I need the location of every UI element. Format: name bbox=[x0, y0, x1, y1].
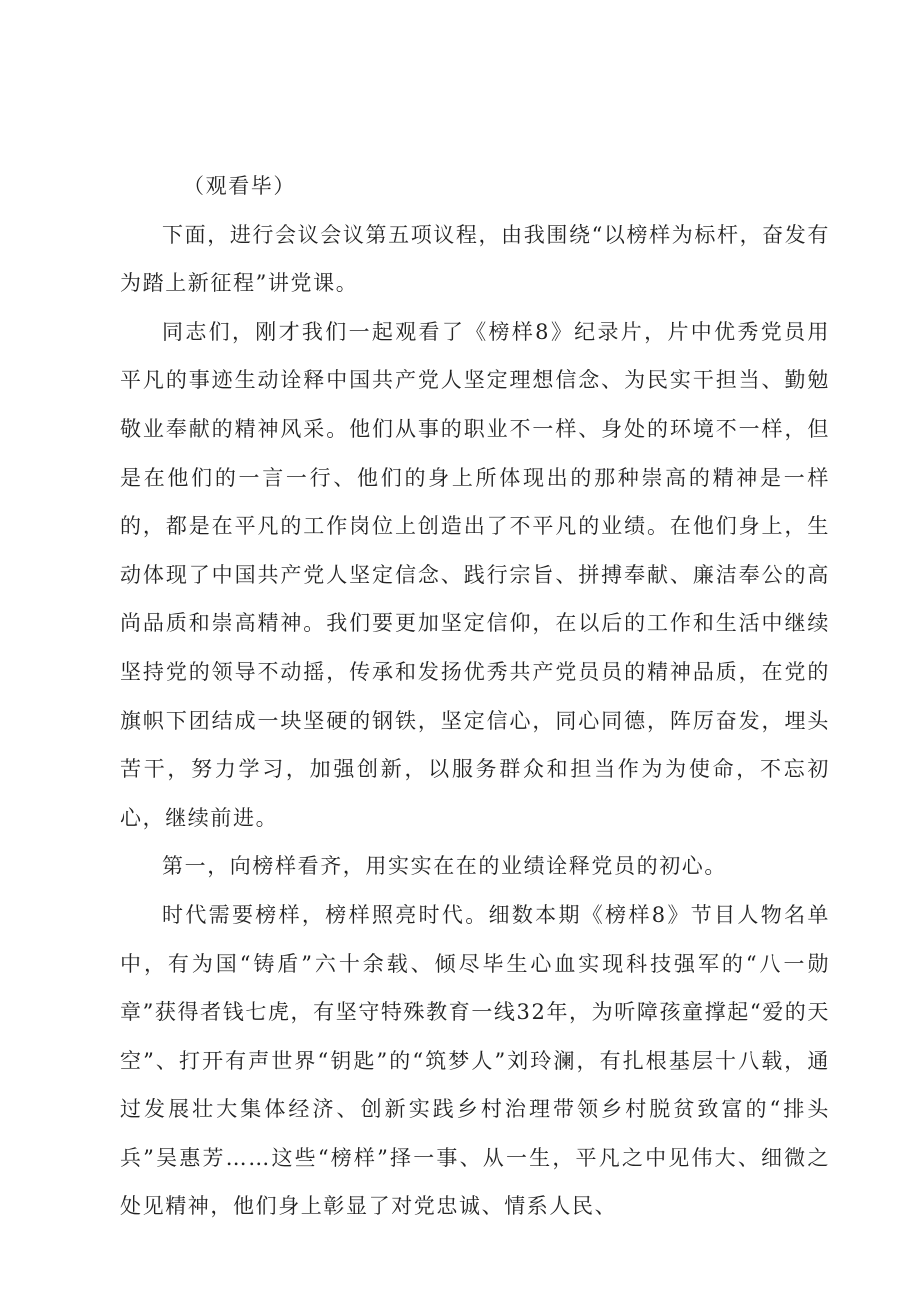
paragraph-first-point: 第一，向榜样看齐，用实实在在的业绩诠释党员的初心。 bbox=[162, 854, 727, 879]
paragraph-viewing-end: （观看毕） bbox=[183, 174, 296, 198]
paragraph-agenda: 下面，进行会议会议第五项议程，由我围绕“以榜样为标杆，奋发有为踏上新征程”讲党课。 bbox=[120, 222, 830, 296]
document-body bbox=[120, 162, 830, 1231]
paragraph-era-needs-models: 时代需要榜样，榜样照亮时代。细数本期《榜样8》节目人物名单中，有为国“铸盾”六十余载、倾尽毕生心血实现科技强军的“八一勋章”获得者钱七虎，有坚守特殊教育一线32年，为听障孩童撑起“爱的天空”、打开有声世界“钥匙”的“筑梦人”刘玲澜，有扎根基层十八载，通过发展壮大集体经济、创新实践乡村治理带领乡村脱贫致富的“排头兵”吴惠芳……这些“榜样”择一事、从一生，平凡之中见伟大、细微之处见精神，他们身上彰显了对党忠诚、情系人民、 bbox=[120, 902, 830, 1219]
paragraph-comrades: 同志们，刚才我们一起观看了《榜样8》纪录片，片中优秀党员用平凡的事迹生动诠释中国共产党人坚定理想信念、为民实干担当、勤勉敬业奉献的精神风采。他们从事的职业不一样、身处的环境不一样，但是在他们的一言一行、他们的身上所体现出的那种崇高的精神是一样的，都是在平凡的工作岗位上创造出了不平凡的业绩。在他们身上，生动体现了中国共产党人坚定信念、践行宗旨、拼搏奉献、廉洁奉公的高尚品质和崇高精神。我们要更加坚定信仰，在以后的工作和生活中继续坚持党的领导不动摇，传承和发扬优秀共产党员员的精神品质，在党的旗帜下团结成一块坚硬的钢铁，坚定信心，同心同德，阵厉奋发，埋头苦干，努力学习，加强创新，以服务群众和担当作为为使命，不忘初心，继续前进。 bbox=[120, 319, 830, 830]
